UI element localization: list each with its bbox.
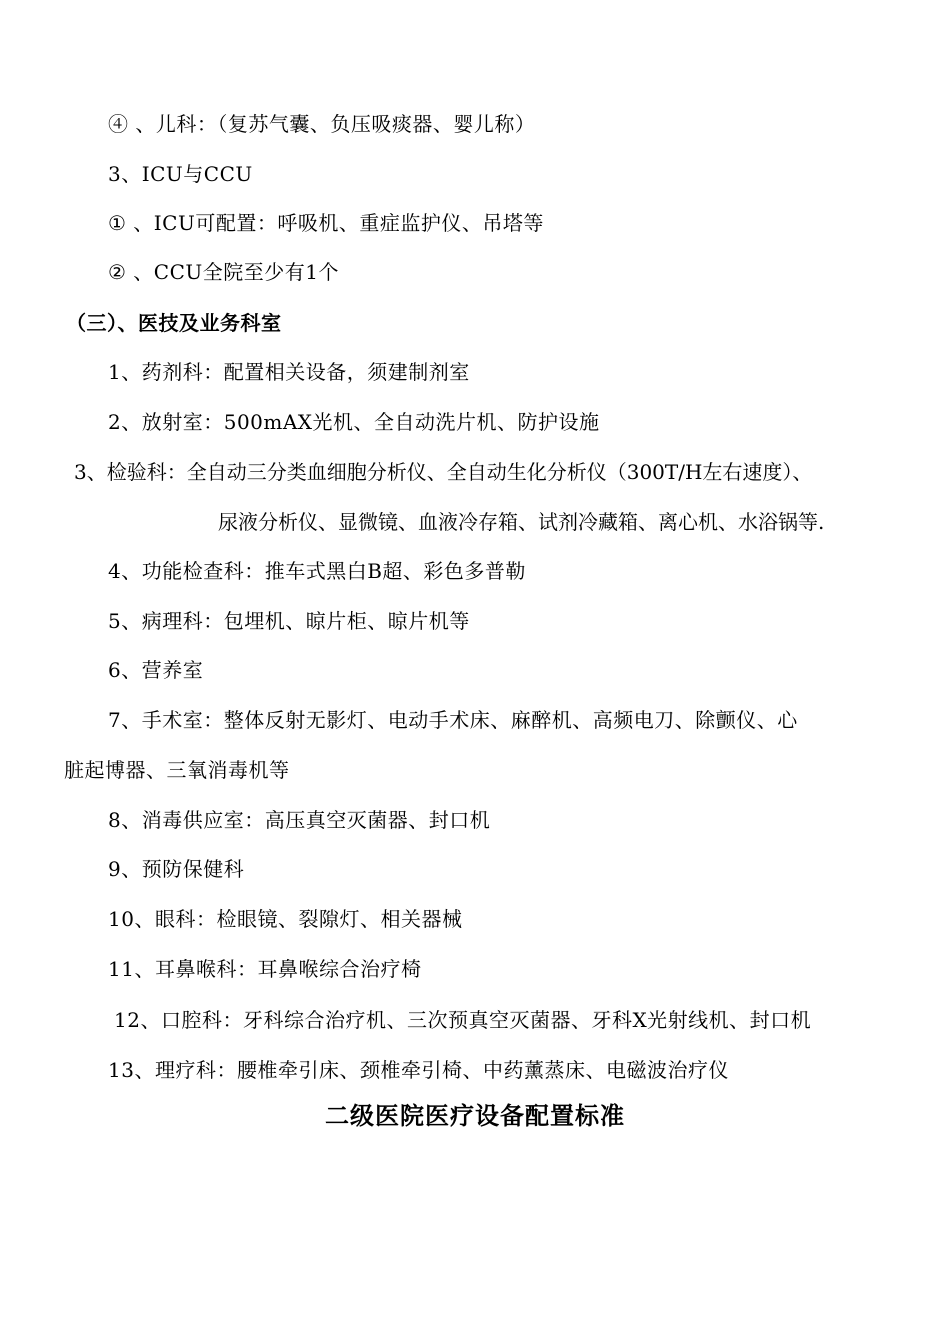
text-line-pediatrics: ④ 、儿科：（复苏气囊、负压吸痰器、婴儿称）	[108, 112, 536, 136]
section-heading-medical-tech: （三）、医技及业务科室	[66, 311, 282, 335]
text-line-icu-config: ① 、ICU可配置：呼吸机、重症监护仪、吊塔等	[108, 211, 544, 235]
text-line-pathology: 5、病理科：包埋机、晾片柜、晾片机等	[108, 609, 470, 633]
text-line-laboratory: 3、检验科：全自动三分类血细胞分析仪、全自动生化分析仪（300T/H左右速度）、	[74, 460, 813, 484]
text-line-icu-ccu: 3、ICU与CCU	[108, 162, 253, 186]
text-line-operating-room-cont: 脏起博器、三氧消毒机等	[64, 758, 290, 782]
text-line-ophthalmology: 10、眼科：检眼镜、裂隙灯、相关器械	[108, 907, 463, 931]
text-line-stomatology: 12、口腔科：牙科综合治疗机、三次预真空灭菌器、牙科X光射线机、封口机	[114, 1008, 812, 1032]
text-line-physiotherapy: 13、理疗科：腰椎牵引床、颈椎牵引椅、中药薰蒸床、电磁波治疗仪	[108, 1058, 729, 1082]
text-line-nutrition: 6、营养室	[108, 658, 204, 682]
text-line-function-check: 4、功能检查科：推车式黑白B超、彩色多普勒	[108, 559, 526, 583]
text-line-operating-room: 7、手术室：整体反射无影灯、电动手术床、麻醉机、高频电刀、除颤仪、心	[108, 708, 798, 732]
text-line-preventive-care: 9、预防保健科	[108, 857, 245, 881]
text-line-ent: 11、耳鼻喉科：耳鼻喉综合治疗椅	[108, 957, 422, 981]
text-line-pharmacy: 1、药剂科：配置相关设备，须建制剂室	[108, 360, 470, 384]
text-line-laboratory-cont: 尿液分析仪、显微镜、血液冷存箱、试剂冷藏箱、离心机、水浴锅等.	[218, 510, 825, 534]
text-line-radiology: 2、放射室：500mAX光机、全自动洗片机、防护设施	[108, 410, 600, 434]
document-title: 二级医院医疗设备配置标准	[325, 1102, 625, 1130]
text-line-sterilization: 8、消毒供应室：高压真空灭菌器、封口机	[108, 808, 491, 832]
text-line-ccu: ② 、CCU全院至少有1个	[108, 260, 339, 284]
